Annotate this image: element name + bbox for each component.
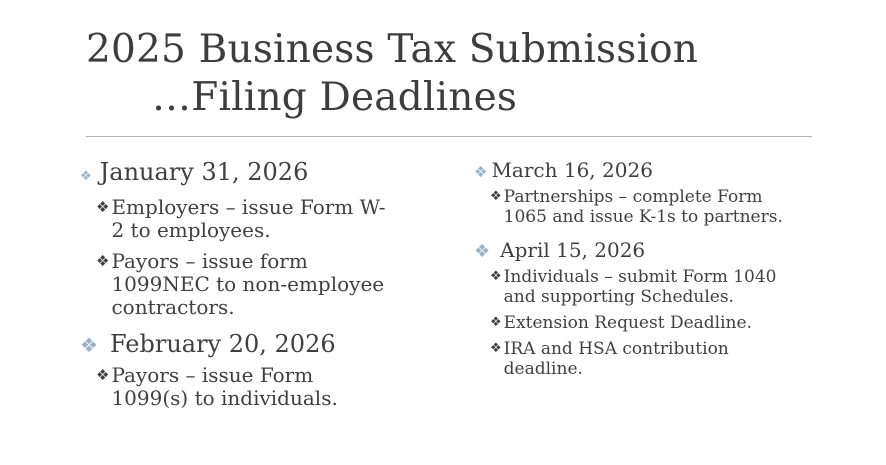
deadline-item-text — [504, 313, 752, 333]
deadline-heading — [80, 157, 440, 192]
deadline-item-text — [111, 364, 337, 410]
deadline-heading — [80, 329, 440, 360]
deadline-item — [490, 187, 834, 227]
deadline-date: March 16, 2026 — [491, 158, 653, 182]
deadline-item — [490, 339, 834, 379]
text-line: IRA and HSA contribution — [503, 339, 729, 359]
text-line: Employers – issue Form W- — [111, 195, 386, 219]
deadline-item — [96, 250, 440, 319]
deadline-date: January 31, 2026 — [99, 158, 309, 186]
deadline-heading — [474, 157, 834, 185]
deadline-heading — [474, 237, 834, 265]
deadline-date: April 15, 2026 — [500, 238, 646, 262]
deadline-date: February 20, 2026 — [109, 330, 336, 358]
text-line: contractors. — [111, 295, 235, 319]
deadline-item — [490, 313, 834, 333]
left-column — [80, 157, 440, 418]
diamond-bullet-icon: ❖ — [80, 333, 98, 357]
text-line: Payors – issue form — [111, 249, 308, 273]
text-line: Extension Request Deadline. — [503, 313, 752, 333]
title-line-2: …Filing Deadlines — [152, 75, 518, 120]
diamond-bullet-icon: ❖ — [96, 366, 110, 384]
diamond-bullet-icon: ❖ — [96, 252, 110, 270]
deadline-item-text — [111, 196, 385, 242]
text-line: 1099NEC to non-employee — [111, 272, 385, 296]
text-line: deadline. — [503, 359, 583, 379]
right-column — [474, 157, 834, 385]
diamond-bullet-icon: ❖ — [474, 163, 488, 181]
diamond-bullet-icon: ❖ — [490, 189, 502, 204]
diamond-bullet-icon: ❖ — [490, 341, 502, 356]
text-line: Payors – issue Form — [111, 363, 314, 387]
deadline-item — [96, 196, 440, 242]
text-line: and supporting Schedules. — [503, 287, 734, 307]
diamond-bullet-icon: ❖ — [490, 269, 502, 284]
diamond-bullet-icon: ❖ — [490, 315, 502, 330]
deadline-item-text — [504, 187, 783, 227]
text-line: 1065 and issue K-1s to partners. — [503, 207, 783, 227]
deadline-item — [96, 364, 440, 410]
text-line: 1099(s) to individuals. — [111, 386, 338, 410]
deadline-item-text — [504, 267, 777, 307]
text-line: Individuals – submit Form 1040 — [503, 267, 777, 287]
diamond-bullet-icon: ❖ — [474, 241, 491, 262]
text-line: Partnerships – complete Form — [503, 187, 763, 207]
deadline-item-text — [111, 250, 384, 319]
deadline-item — [490, 267, 834, 307]
title-line-1: 2025 Business Tax Submission — [86, 27, 699, 72]
slide-title — [86, 26, 698, 122]
text-line: 2 to employees. — [111, 218, 271, 242]
title-divider — [86, 136, 812, 137]
deadline-item-text — [504, 339, 729, 379]
diamond-bullet-icon: ❖ — [80, 169, 92, 184]
diamond-bullet-icon: ❖ — [96, 198, 110, 216]
